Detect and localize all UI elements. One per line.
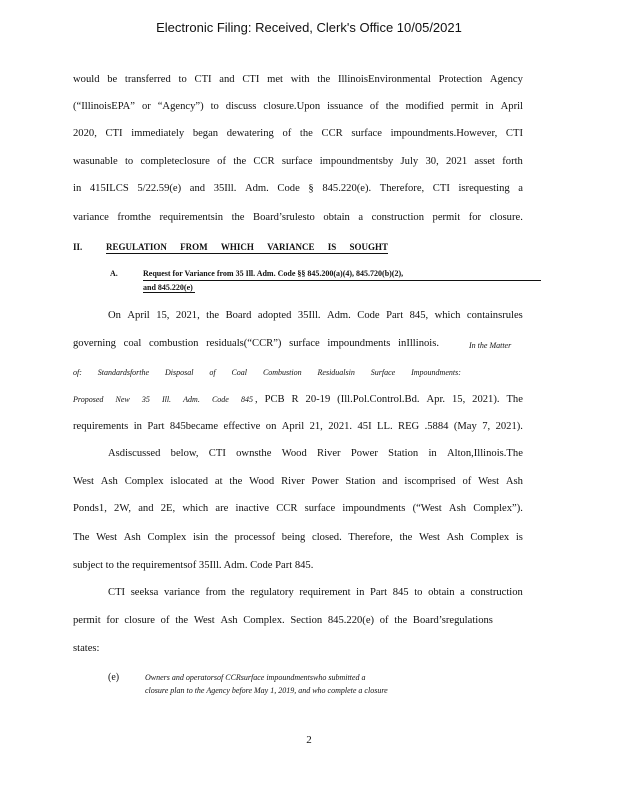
word: Ash bbox=[446, 532, 464, 543]
word: Impoundments: bbox=[411, 368, 461, 377]
word: River bbox=[317, 448, 341, 459]
word: Ash bbox=[220, 615, 238, 626]
word: of bbox=[160, 615, 170, 626]
word: and bbox=[138, 503, 154, 514]
word: the bbox=[385, 101, 399, 112]
word: West bbox=[73, 476, 94, 487]
word: Therefore, bbox=[348, 532, 393, 543]
word: , bbox=[255, 394, 258, 405]
word: West bbox=[193, 615, 215, 626]
word: Part bbox=[370, 587, 388, 598]
italic-case-title bbox=[73, 368, 461, 377]
word: asset bbox=[474, 156, 495, 167]
word: PCB bbox=[264, 394, 285, 405]
word: SOUGHT bbox=[349, 242, 388, 252]
word: Station bbox=[345, 476, 376, 487]
section-heading bbox=[106, 242, 388, 252]
word: variance bbox=[73, 212, 109, 223]
word: inIllinois. bbox=[398, 338, 439, 349]
word: Adm. bbox=[326, 310, 351, 321]
word: CTI bbox=[432, 183, 450, 194]
word: Coal bbox=[231, 368, 248, 377]
text bbox=[73, 476, 523, 487]
word: coal bbox=[123, 338, 142, 349]
word: Therefore, bbox=[379, 183, 425, 194]
word: on bbox=[265, 421, 277, 432]
word: Power bbox=[350, 448, 378, 459]
word: impoundments bbox=[327, 338, 391, 349]
word: R bbox=[291, 394, 299, 405]
word: closure bbox=[124, 615, 155, 626]
quote-line1: Owners and operatorsof CCRsurface impoundmentswho submitted a bbox=[145, 673, 366, 682]
text: subject to the requirementsof 35Ill. Adm. Code Part 845. bbox=[73, 560, 314, 571]
word: 845 bbox=[240, 395, 253, 404]
word: governing bbox=[73, 338, 116, 349]
word: § bbox=[308, 183, 314, 194]
word: and bbox=[189, 183, 206, 194]
word: Wood bbox=[281, 448, 307, 459]
word: (“IllinoisEPA” bbox=[73, 101, 135, 112]
text-line bbox=[73, 532, 523, 543]
p2-line bbox=[108, 310, 523, 321]
word: immediately bbox=[131, 128, 185, 139]
p2-line bbox=[73, 368, 461, 377]
word: closure.Upon bbox=[263, 101, 321, 112]
word: from bbox=[205, 587, 227, 598]
text bbox=[73, 101, 523, 112]
text bbox=[73, 128, 523, 139]
word: of bbox=[369, 101, 379, 112]
word: The bbox=[73, 532, 90, 543]
word: below, bbox=[170, 448, 199, 459]
word: and bbox=[219, 74, 235, 85]
text bbox=[73, 338, 439, 349]
word: in bbox=[356, 587, 365, 598]
word: Board bbox=[225, 310, 252, 321]
word: met bbox=[267, 74, 283, 85]
word: closed. bbox=[312, 532, 342, 543]
word: Asdiscussed bbox=[108, 448, 161, 459]
filing-header: Electronic Filing: Received, Clerk's Office 10/05/2021 bbox=[156, 20, 462, 35]
text-line bbox=[73, 503, 523, 514]
word: CTI bbox=[505, 128, 523, 139]
word: began bbox=[192, 128, 219, 139]
word: Ill. bbox=[161, 395, 172, 404]
word: discuss bbox=[225, 101, 257, 112]
word: of bbox=[209, 368, 216, 377]
p2-line bbox=[73, 338, 439, 349]
word: a bbox=[460, 587, 465, 598]
word: islocated bbox=[170, 476, 209, 487]
word: Proposed bbox=[73, 395, 104, 404]
word: requirements bbox=[73, 421, 129, 432]
word: to bbox=[210, 101, 219, 112]
word: Agency bbox=[489, 74, 523, 85]
text bbox=[108, 310, 523, 321]
word: FROM bbox=[180, 242, 208, 252]
word: LL. bbox=[377, 421, 393, 432]
word: Complex. bbox=[243, 615, 285, 626]
word: Residualsin bbox=[317, 368, 355, 377]
word: 30, bbox=[425, 156, 439, 167]
word: CTI bbox=[105, 128, 123, 139]
word: CCR bbox=[321, 128, 343, 139]
word: 2021. bbox=[328, 421, 353, 432]
word: 2021). bbox=[495, 421, 523, 432]
word: permit bbox=[450, 101, 479, 112]
word: would bbox=[73, 74, 100, 85]
word: Part bbox=[147, 421, 165, 432]
word: West bbox=[478, 476, 500, 487]
page-number: 2 bbox=[306, 734, 312, 746]
word: closure. bbox=[489, 212, 523, 223]
word: in bbox=[133, 421, 142, 432]
word: Adm. bbox=[244, 183, 269, 194]
word: IllinoisEnvironmental bbox=[337, 74, 431, 85]
word: Combustion bbox=[262, 368, 302, 377]
word: CCR bbox=[276, 503, 298, 514]
word: Complex”). bbox=[473, 503, 523, 514]
word: CTI bbox=[108, 587, 126, 598]
text bbox=[73, 532, 523, 543]
word: surface bbox=[281, 156, 313, 167]
italic-case-title bbox=[73, 395, 253, 404]
word: the bbox=[233, 156, 247, 167]
word: (“West bbox=[412, 503, 442, 514]
word: Apr. bbox=[426, 394, 446, 405]
word: Ash bbox=[100, 476, 118, 487]
word: Complex bbox=[124, 476, 164, 487]
text bbox=[108, 448, 523, 459]
word: requirementsin bbox=[159, 212, 224, 223]
word: “Agency”) bbox=[157, 101, 204, 112]
word: Board’sregulations bbox=[412, 615, 493, 626]
word: .5884 bbox=[424, 421, 449, 432]
p2-line bbox=[73, 395, 253, 404]
text-line bbox=[108, 448, 523, 459]
word: the bbox=[231, 587, 245, 598]
word: 15, bbox=[451, 394, 466, 405]
word: adopted bbox=[257, 310, 292, 321]
word: combustion bbox=[149, 338, 199, 349]
word: issuance bbox=[327, 101, 363, 112]
word: isin bbox=[192, 532, 209, 543]
word: impoundments.However, bbox=[390, 128, 498, 139]
word: 15, bbox=[156, 310, 170, 321]
word: be bbox=[107, 74, 118, 85]
word: the bbox=[299, 128, 313, 139]
word: surface bbox=[289, 338, 320, 349]
word: Section bbox=[290, 615, 323, 626]
text bbox=[73, 183, 523, 194]
text bbox=[73, 615, 493, 626]
word: and bbox=[382, 476, 398, 487]
word: or bbox=[141, 101, 151, 112]
word: Surface bbox=[370, 368, 396, 377]
word: dewatering bbox=[226, 128, 274, 139]
word: which bbox=[434, 310, 461, 321]
word: permit bbox=[432, 212, 461, 223]
word: April bbox=[281, 421, 305, 432]
word: in bbox=[73, 183, 82, 194]
quote-label: (e) bbox=[108, 672, 120, 683]
word: Code bbox=[277, 183, 300, 194]
word: Power bbox=[311, 476, 339, 487]
word: The bbox=[506, 394, 523, 405]
word: 415ILCS bbox=[89, 183, 129, 194]
word: 2021). bbox=[472, 394, 500, 405]
word: of bbox=[379, 615, 389, 626]
word: permit bbox=[73, 615, 101, 626]
quote-line2: closure plan to the Agency before May 1, 2019, and who complete a closure bbox=[145, 686, 388, 695]
word: a bbox=[358, 212, 364, 223]
word: 2021, bbox=[175, 310, 200, 321]
section-heading-text bbox=[106, 242, 388, 252]
word: CCR bbox=[253, 156, 275, 167]
word: impoundments bbox=[342, 503, 406, 514]
word: transferred bbox=[124, 74, 171, 85]
word: the bbox=[206, 310, 220, 321]
text-line bbox=[73, 74, 523, 85]
word: Station bbox=[388, 448, 419, 459]
word: West bbox=[419, 532, 440, 543]
word: of bbox=[282, 128, 292, 139]
word: to bbox=[124, 156, 134, 167]
word: forth bbox=[502, 156, 523, 167]
word: of bbox=[217, 156, 226, 167]
word: Complex bbox=[147, 532, 187, 543]
word: (Ill.Pol.Control.Bd. bbox=[337, 394, 420, 405]
word: Complex bbox=[470, 532, 510, 543]
word: iscomprised bbox=[404, 476, 456, 487]
text bbox=[255, 394, 523, 405]
word: REGULATION bbox=[106, 242, 167, 252]
word: wasunable bbox=[73, 156, 118, 167]
subsection-underline-1 bbox=[143, 280, 541, 281]
word: requirement bbox=[299, 587, 351, 598]
text-line bbox=[73, 212, 523, 223]
text: states: bbox=[73, 643, 100, 654]
text-line bbox=[73, 183, 523, 194]
text bbox=[73, 212, 523, 223]
word: 45I bbox=[357, 421, 372, 432]
word: 845.220(e). bbox=[322, 183, 372, 194]
word: On bbox=[108, 310, 121, 321]
p2-line bbox=[73, 421, 523, 432]
text bbox=[73, 421, 523, 432]
word: CTI bbox=[194, 74, 212, 85]
word: 21, bbox=[309, 421, 323, 432]
word: the bbox=[231, 212, 245, 223]
word: Part bbox=[386, 310, 404, 321]
subsection-heading-line1: Request for Variance from 35 Ill. Adm. Code §§ 845.200(a)(4), 845.720(b)(2), bbox=[143, 269, 404, 278]
word: River bbox=[281, 476, 305, 487]
text-line bbox=[73, 128, 523, 139]
word: in bbox=[485, 101, 494, 112]
word: 20-19 bbox=[305, 394, 331, 405]
word: the bbox=[214, 532, 228, 543]
word: Adm. bbox=[183, 395, 200, 404]
word: to bbox=[178, 74, 187, 85]
word: being bbox=[281, 532, 306, 543]
word: are bbox=[215, 503, 229, 514]
word: construction bbox=[371, 212, 424, 223]
text-line bbox=[73, 643, 523, 654]
word: to bbox=[414, 587, 423, 598]
word: IS bbox=[327, 242, 337, 252]
word: of bbox=[462, 476, 472, 487]
text bbox=[108, 587, 523, 598]
word: for bbox=[468, 212, 482, 223]
word: 845 bbox=[392, 587, 409, 598]
text bbox=[73, 74, 523, 85]
word: which bbox=[182, 503, 209, 514]
word: 2020, bbox=[73, 128, 97, 139]
word: the bbox=[394, 615, 408, 626]
text-line bbox=[73, 560, 523, 571]
word: Ponds1, bbox=[73, 503, 107, 514]
text-line bbox=[73, 101, 523, 112]
word: 2W, bbox=[114, 503, 132, 514]
word: Alton,Illinois.The bbox=[446, 448, 523, 459]
italic-citation: In the Matter bbox=[469, 341, 512, 350]
word: April bbox=[127, 310, 150, 321]
word: REG bbox=[398, 421, 420, 432]
word: inactive bbox=[235, 503, 270, 514]
word: isrequesting bbox=[458, 183, 510, 194]
word: 35Ill. bbox=[297, 310, 321, 321]
word: processof bbox=[234, 532, 276, 543]
word: surface bbox=[351, 128, 382, 139]
text-line bbox=[73, 615, 493, 626]
word: the bbox=[229, 476, 243, 487]
word: 35Ill. bbox=[213, 183, 237, 194]
word: Ash bbox=[505, 476, 523, 487]
word: is bbox=[515, 532, 523, 543]
word: effective bbox=[223, 421, 261, 432]
word: at bbox=[214, 476, 223, 487]
word: West bbox=[96, 532, 118, 543]
word: VARIANCE bbox=[267, 242, 315, 252]
word: in bbox=[428, 448, 437, 459]
word: 845.220(e) bbox=[327, 615, 375, 626]
word: 845became bbox=[169, 421, 219, 432]
word: 2E, bbox=[160, 503, 176, 514]
word: Ash bbox=[448, 503, 466, 514]
word: CTI bbox=[242, 74, 260, 85]
word: April bbox=[500, 101, 523, 112]
word: 2021 bbox=[445, 156, 468, 167]
word: regulatory bbox=[250, 587, 294, 598]
word: impoundmentsby bbox=[319, 156, 394, 167]
word: Ash bbox=[123, 532, 141, 543]
word: modified bbox=[405, 101, 444, 112]
word: a bbox=[518, 183, 523, 194]
word: with bbox=[290, 74, 310, 85]
word: variance bbox=[163, 587, 200, 598]
word: of: bbox=[73, 368, 82, 377]
word: ownsthe bbox=[236, 448, 272, 459]
word: residuals(“CCR”) bbox=[206, 338, 282, 349]
word: Code bbox=[211, 395, 229, 404]
text-line bbox=[73, 156, 523, 167]
word: obtain bbox=[323, 212, 350, 223]
word: completeclosure bbox=[140, 156, 210, 167]
word: surface bbox=[304, 503, 336, 514]
word: (May bbox=[453, 421, 477, 432]
word: Protection bbox=[438, 74, 483, 85]
word: the bbox=[399, 532, 413, 543]
word: containsrules bbox=[466, 310, 523, 321]
text bbox=[73, 156, 523, 167]
word: the bbox=[175, 615, 189, 626]
word: obtain bbox=[428, 587, 455, 598]
word: 35 bbox=[141, 395, 150, 404]
section-number: II. bbox=[73, 242, 83, 252]
text-line bbox=[108, 587, 523, 598]
word: New bbox=[115, 395, 130, 404]
word: 5/22.59(e) bbox=[137, 183, 182, 194]
word: WHICH bbox=[220, 242, 254, 252]
word: seeksa bbox=[130, 587, 159, 598]
word: for bbox=[106, 615, 119, 626]
p2-line bbox=[255, 394, 523, 405]
section-heading-underline bbox=[106, 253, 388, 254]
subsection-heading-line2: and 845.220(e) bbox=[143, 283, 193, 292]
word: Disposal bbox=[164, 368, 194, 377]
word: 7, bbox=[482, 421, 491, 432]
word: Standardsforthe bbox=[97, 368, 150, 377]
subsection-letter: A. bbox=[110, 269, 118, 278]
word: construction bbox=[470, 587, 523, 598]
word: Code bbox=[357, 310, 380, 321]
text-line bbox=[73, 476, 523, 487]
subsection-underline-2 bbox=[143, 292, 195, 293]
word: 845, bbox=[409, 310, 429, 321]
text bbox=[73, 503, 523, 514]
word: July bbox=[400, 156, 419, 167]
word: the bbox=[317, 74, 331, 85]
word: fromthe bbox=[117, 212, 151, 223]
word: Wood bbox=[249, 476, 275, 487]
word: Board’srulesto bbox=[253, 212, 315, 223]
word: CTI bbox=[208, 448, 226, 459]
